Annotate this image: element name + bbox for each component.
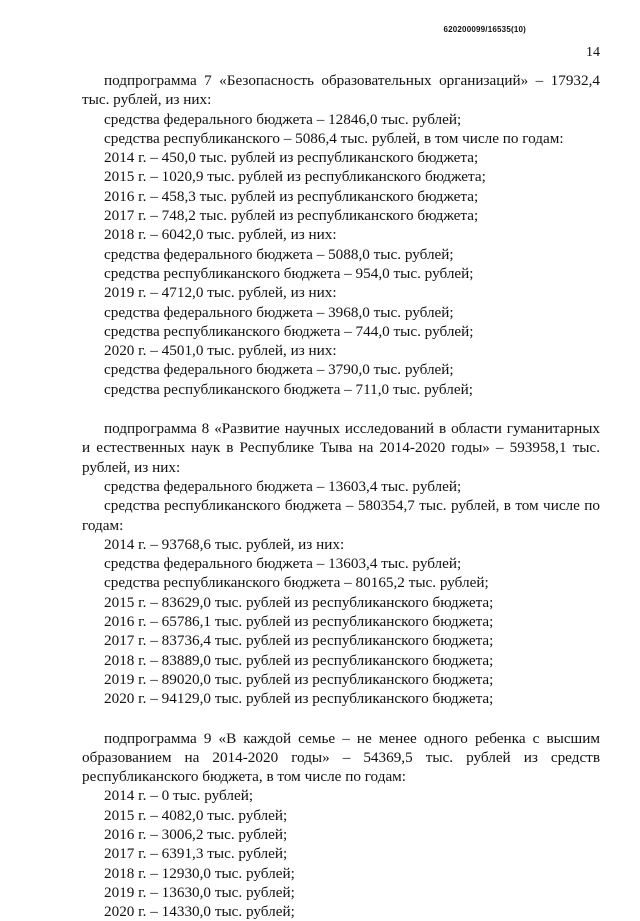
budget-line: средства федерального бюджета – 3968,0 тыс. рублей; — [82, 303, 600, 322]
budget-line: 2020 г. – 14330,0 тыс. рублей; — [82, 902, 600, 921]
budget-line: 2015 г. – 83629,0 тыс. рублей из республиканского бюджета; — [82, 593, 600, 612]
budget-line: 2016 г. – 3006,2 тыс. рублей; — [82, 825, 600, 844]
section-spacer — [82, 399, 600, 419]
section-spacer — [82, 709, 600, 729]
budget-line: средства республиканского бюджета – 80165,2 тыс. рублей; — [82, 573, 600, 592]
page-number: 14 — [586, 45, 600, 61]
budget-line: средства федерального бюджета – 13603,4 тыс. рублей; — [82, 477, 600, 496]
budget-line: средства федерального бюджета – 5088,0 тыс. рублей; — [82, 245, 600, 264]
budget-wrapped-line: средства республиканского бюджета – 580354,7 тыс. рублей, в том числе по годам: — [82, 496, 600, 535]
budget-line: средства республиканского бюджета – 711,0 тыс. рублей; — [82, 380, 600, 399]
budget-line: 2017 г. – 748,2 тыс. рублей из республиканского бюджета; — [82, 206, 600, 225]
subprogram-9-intro: подпрограмма 9 «В каждой семье – не менее одного ребенка с высшим образованием на 2014-2020 годы» – 54369,5 тыс. рублей из средств республиканского бюджета, в том числе по годам: — [82, 729, 600, 787]
subprogram-8-intro: подпрограмма 8 «Развитие научных исследований в области гуманитарных и естественных наук в Республике Тыва на 2014-2020 годы» – 593958,1 тыс. рублей, из них: — [82, 419, 600, 477]
budget-line: средства республиканского бюджета – 954,0 тыс. рублей; — [82, 264, 600, 283]
budget-line: 2019 г. – 4712,0 тыс. рублей, из них: — [82, 283, 600, 302]
budget-line: 2014 г. – 93768,6 тыс. рублей, из них: — [82, 535, 600, 554]
budget-line: 2018 г. – 12930,0 тыс. рублей; — [82, 864, 600, 883]
budget-line: 2015 г. – 4082,0 тыс. рублей; — [82, 806, 600, 825]
budget-line: 2016 г. – 458,3 тыс. рублей из республиканского бюджета; — [82, 187, 600, 206]
budget-line: 2018 г. – 6042,0 тыс. рублей, из них: — [82, 225, 600, 244]
budget-line: 2017 г. – 6391,3 тыс. рублей; — [82, 844, 600, 863]
budget-line: 2014 г. – 0 тыс. рублей; — [82, 786, 600, 805]
subprogram-7-section — [82, 71, 600, 399]
budget-line: 2019 г. – 89020,0 тыс. рублей из республиканского бюджета; — [82, 670, 600, 689]
budget-line: средства республиканского – 5086,4 тыс. рублей, в том числе по годам: — [82, 129, 600, 148]
subprogram-9-section — [82, 729, 600, 921]
budget-line: 2018 г. – 83889,0 тыс. рублей из республиканского бюджета; — [82, 651, 600, 670]
budget-line: 2020 г. – 4501,0 тыс. рублей, из них: — [82, 341, 600, 360]
budget-line: средства федерального бюджета – 3790,0 тыс. рублей; — [82, 360, 600, 379]
subprogram-8-section — [82, 419, 600, 708]
document-body — [82, 71, 600, 921]
budget-line: 2016 г. – 65786,1 тыс. рублей из республиканского бюджета; — [82, 612, 600, 631]
budget-line: 2015 г. – 1020,9 тыс. рублей из республиканского бюджета; — [82, 167, 600, 186]
budget-line: 2020 г. – 94129,0 тыс. рублей из республиканского бюджета; — [82, 689, 600, 708]
subprogram-7-intro: подпрограмма 7 «Безопасность образовательных организаций» – 17932,4 тыс. рублей, из них: — [82, 71, 600, 110]
budget-line: средства федерального бюджета – 13603,4 тыс. рублей; — [82, 554, 600, 573]
budget-line: средства республиканского бюджета – 744,0 тыс. рублей; — [82, 322, 600, 341]
budget-line: 2019 г. – 13630,0 тыс. рублей; — [82, 883, 600, 902]
budget-line: 2017 г. – 83736,4 тыс. рублей из республиканского бюджета; — [82, 631, 600, 650]
budget-line: средства федерального бюджета – 12846,0 тыс. рублей; — [82, 110, 600, 129]
budget-line: 2014 г. – 450,0 тыс. рублей из республиканского бюджета; — [82, 148, 600, 167]
document-code: 620200099/16535(10) — [443, 25, 526, 34]
